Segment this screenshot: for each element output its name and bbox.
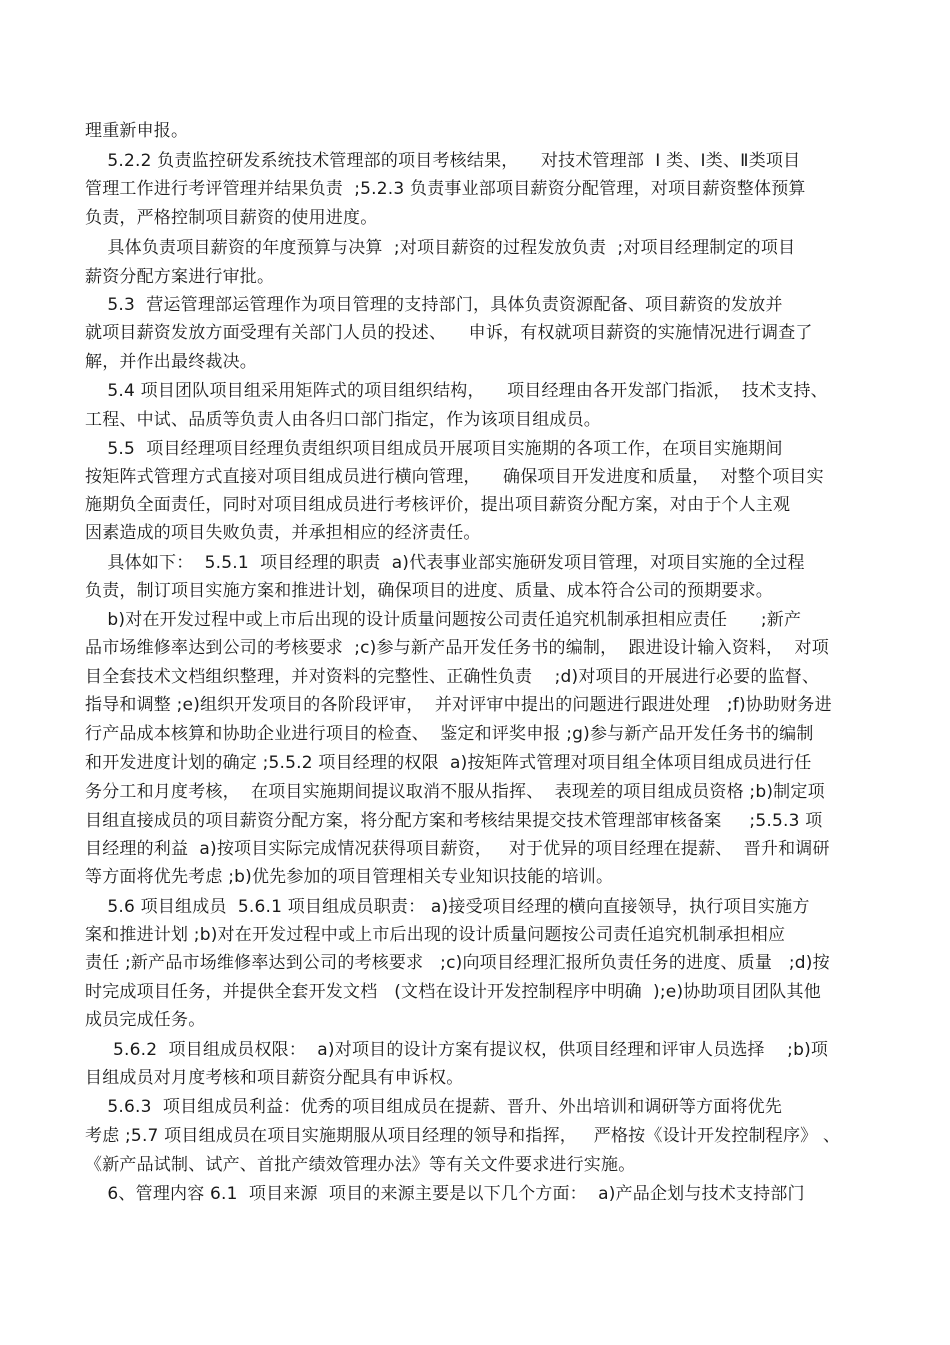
text-line: b)对在开发过程中或上市后出现的设计质量问题按公司责任追究机制承担相应责任 ;新产: [85, 610, 802, 630]
text-line: 施期负全面责任，同时对项目组成员进行考核评价，提出项目薪资分配方案，对由于个人主观: [85, 495, 791, 515]
text-line: 5.6 项目组成员 5.6.1 项目组成员职责： a)接受项目经理的横向直接领导，执行项目实施方: [85, 897, 810, 917]
text-line: 因素造成的项目失败负责，并承担相应的经济责任。: [85, 523, 481, 543]
text-line: 5.3 营运管理部运管理作为项目管理的支持部门，具体负责资源配备、项目薪资的发放并: [85, 295, 783, 315]
text-line: 5.2.2 负责监控研发系统技术管理部的项目考核结果， 对技术管理部 I 类、Ⅰ类、Ⅱ类项目: [85, 151, 801, 171]
text-line: 具体负责项目薪资的年度预算与决算 ;对项目薪资的过程发放负责 ;对项目经理制定的项目: [85, 238, 796, 258]
text-line: 5.6.3 项目组成员利益：优秀的项目组成员在提薪、晋升、外出培训和调研等方面将优先: [85, 1097, 783, 1117]
text-line: 解，并作出最终裁决。: [85, 352, 257, 372]
text-line: 和开发进度计划的确定 ;5.5.2 项目经理的权限 a)按矩阵式管理对项目组全体项目组成员进行任: [85, 753, 812, 773]
text-line: 案和推进计划 ;b)对在开发过程中或上市后出现的设计质量问题按公司责任追究机制承担相应: [85, 925, 786, 945]
text-line: 6、管理内容 6.1 项目来源 项目的来源主要是以下几个方面： a)产品企划与技术支持部门: [85, 1184, 805, 1204]
text-line: 成员完成任务。: [85, 1010, 206, 1030]
text-line: 目组成员对月度考核和项目薪资分配具有申诉权。: [85, 1068, 464, 1088]
text-line: 5.5 项目经理项目经理负责组织项目组成员开展项目实施期的各项工作，在项目实施期间: [85, 439, 783, 459]
text-line: 时完成项目任务，并提供全套开发文档 (文档在设计开发控制程序中明确 );e)协助项目团队其他: [85, 982, 821, 1002]
text-line: 工程、中试、品质等负责人由各归口部门指定，作为该项目组成员。: [85, 410, 601, 430]
text-line: 5.6.2 项目组成员权限： a)对项目的设计方案有提议权，供项目经理和评审人员选择 ;b)项: [85, 1040, 829, 1060]
text-line: 《新产品试制、试产、首批产绩效管理办法》等有关文件要求进行实施。: [85, 1155, 636, 1175]
text-line: 考虑 ;5.7 项目组成员在项目实施期服从项目经理的领导和指挥， 严格按《设计开发控制程序》 、: [85, 1126, 841, 1146]
text-line: 负责，严格控制项目薪资的使用进度。: [85, 208, 378, 228]
text-line: 指导和调整 ;e)组织开发项目的各阶段评审， 并对评审中提出的问题进行跟进处理 ;f)协助财务进: [85, 695, 832, 715]
text-line: 务分工和月度考核， 在项目实施期间提议取消不服从指挥、 表现差的项目组成员资格 ;b)制定项: [85, 782, 825, 802]
text-line: 负责，制订项目实施方案和推进计划，确保项目的进度、质量、成本符合公司的预期要求。: [85, 581, 773, 601]
text-line: 按矩阵式管理方式直接对项目组成员进行横向管理， 确保项目开发进度和质量， 对整个项目实: [85, 467, 824, 487]
text-line: 目全套技术文档组织整理，并对资料的完整性、正确性负责 ;d)对项目的开展进行必要的监督、: [85, 667, 820, 687]
text-line: 目经理的利益 a)按项目实际完成情况获得项目薪资， 对于优异的项目经理在提薪、 晋升和调研: [85, 839, 830, 859]
text-line: 目组直接成员的项目薪资分配方案，将分配方案和考核结果提交技术管理部审核备案 ;5.5.3 项: [85, 811, 823, 831]
text-line: 品市场维修率达到公司的考核要求 ;c)参与新产品开发任务书的编制， 跟进设计输入资料， 对项: [85, 638, 829, 658]
text-line: 责任 ;新产品市场维修率达到公司的考核要求 ;c)向项目经理汇报所负责任务的进度、质量 ;d)按: [85, 953, 830, 973]
text-line: 5.4 项目团队项目组采用矩阵式的项目组织结构， 项目经理由各开发部门指派， 技术支持、: [85, 381, 828, 401]
text-line: 就项目薪资发放方面受理有关部门人员的投述、 申诉，有权就项目薪资的实施情况进行调查了: [85, 323, 813, 343]
text-line: 等方面将优先考虑 ;b)优先参加的项目管理相关专业知识技能的培训。: [85, 867, 614, 887]
text-line: 理重新申报。: [85, 121, 189, 141]
text-line: 管理工作进行考评管理并结果负责 ;5.2.3 负责事业部项目薪资分配管理，对项目薪资整体预算: [85, 179, 806, 199]
text-line: 具体如下： 5.5.1 项目经理的职责 a)代表事业部实施研发项目管理，对项目实施的全过程: [85, 553, 805, 573]
text-line: 薪资分配方案进行审批。: [85, 267, 275, 287]
text-line: 行产品成本核算和协助企业进行项目的检查、 鉴定和评奖申报 ;g)参与新产品开发任务书的编制: [85, 724, 814, 744]
